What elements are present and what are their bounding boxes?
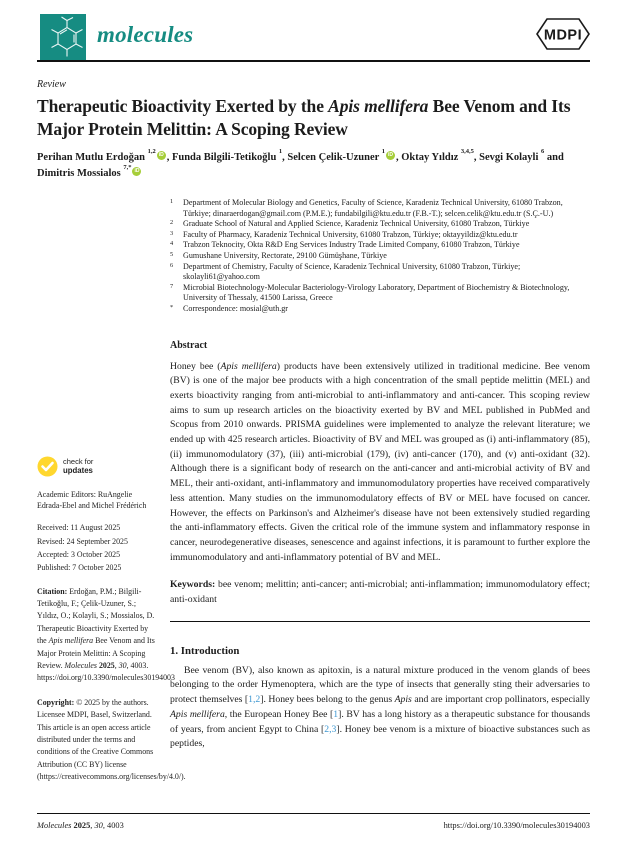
text-segment: Molecules [37,821,72,830]
text-segment: ]. BV has a long history as a therapeutic substance for thousands of years, from ancient Egypt to China [ [170,708,590,735]
author-affiliation-superscript: 7,* [123,163,132,171]
badge-line1: check for [63,457,94,466]
affiliation-row [170,230,590,241]
text-segment: ) products have been extensively utilized in traditional medicine. Bee venom (BV) is one of the major bee products with a high concentration of the small peptide melittin (MEL) and exerts bioactivity ranging from anti-microbial to anti-inflammatory and anti-cancer. This scoping review aims to sum up research articles on the bioactivity exerted by BV and MEL published in PubMed and Scopus from 2010 onwards. PRISMA guidelines were implemented to analyze the relevant literature; we ended up with 425 research articles. Bioactivity of BV and MEL was grouped as (i) anti-inflammatory (85), (ii) immunomodulatory (37), (iii) anti-microbial (179), (iv) anti-cancer (170), and (v) anti-oxidant (32). Although there is a significant body of research on the anti-cancer and anti-microbial activity of BV and MEL, their anti-oxidant, anti-inflammatory and immunomodulatory properties have received comparatively less attention. Many studies on the immunomodulatory effects of BV or MEL have focused on cancer. However, the effects on Parkinson's and Alzheimer's disease have not been extensively studied regarding the anti-inflammatory effects. Given the critical role of the immune system and inflammatory response in cancer, neurodegenerative diseases, senescence and against infections, it is paramount to further explore the immunomodulatory and anti-inflammatory potential of BV and MEL. [170,360,590,563]
affiliation-list [170,198,590,315]
affiliation-number: 7 [170,282,174,290]
affiliation-row [170,219,590,230]
affiliation-number: 6 [170,261,174,269]
main-column [170,198,590,752]
orcid-icon[interactable]: iD [387,151,393,158]
text-segment: Copyright: [37,697,77,707]
molecule-structure-icon [40,14,86,60]
text-segment: ]. Honey bees belong to the genus [260,694,395,706]
citation-ref-link[interactable]: 2,3 [324,723,337,735]
published-date: Published: 7 October 2025 [37,562,122,572]
affiliation-row [170,251,590,262]
text-segment: 2025 [98,661,115,670]
text-segment: , the European Honey Bee [ [224,708,334,720]
header-divider [37,60,590,62]
affiliation-row [170,283,590,304]
abstract-text [170,360,590,566]
mdpi-logo-text: MDPI [543,27,583,44]
correspondence-row [170,304,590,315]
text-segment: Apis mellifera [220,360,277,372]
journal-wordmark: molecules [97,22,194,47]
text-segment: Apis [394,694,412,706]
check-circle-icon [37,456,58,477]
molecules-journal-logo [40,14,86,60]
text-segment: , [114,661,119,670]
citation-ref-link[interactable]: 1,2 [248,694,261,706]
affiliation-row [170,262,590,283]
text-segment: 2025 [73,821,91,830]
footer-divider [37,813,590,814]
text-segment: Therapeutic Bioactivity Exerted by the [37,96,329,116]
affiliation-text: Trabzon Teknocity, Okta R&D Eng Services Industry Trade Limited Company, 61080 Trabzon, Türkiye [183,240,520,250]
text-segment: Apis mellifera [48,636,94,646]
affiliation-number: 2 [170,219,174,227]
affiliation-text: Department of Molecular Biology and Genetics, Faculty of Science, Karadeniz Technical University, 61080 Trabzon, Türkiye; dinaraerdogan@gmail.com (P.M.E.); fundabilgili@ktu.edu.tr (F.B.-T.); selcen.celik@ktu.edu.tr (S.Ç.-U.) [183,198,563,218]
author-affiliation-superscript: 1,2 [147,147,156,155]
text-segment: Erdoğan, P.M.; Bilgili-Tetikoğlu, F.; Çelik-Uzuner, S.; Yıldız, O.; Kolayli, S.; Mossialos, D. Therapeutic Bioactivity Exerted by the [37,586,155,646]
text-segment: Bee Venom and Its Major Protein Melittin: A Scoping Review [37,96,571,139]
affiliation-row [170,198,590,219]
academic-editors: Academic Editors: RuAngelie Edrada-Ebel and Michel Frédérich [37,490,147,511]
text-segment: bee venom; melittin; anti-cancer; anti-microbial; anti-inflammation; immunomodulatory effect; anti-oxidant [170,579,591,606]
title-block [37,79,590,182]
affiliation-text: Microbial Biotechnology-Molecular Bacteriology-Virology Laboratory, Department of Biochemistry & Biotechnology, University of Thessaly, 41500 Larissa, Greece [183,282,570,303]
citation-ref-link[interactable]: 1 [333,708,339,720]
affiliation-text: Gumushane University, Rectorate, 29100 Gümüşhane, Türkiye [183,250,387,260]
left-sidebar [37,456,186,784]
text-segment: Molecules [64,661,97,670]
author-affiliation-superscript: 1 [381,147,385,155]
section-divider [170,621,590,622]
badge-line2: updates [63,465,93,475]
text-segment: and are important crop pollinators, especially [411,694,590,706]
text-segment: , 4003. https://doi.org/10.3390/molecules30194003 [37,661,175,683]
footer-journal-citation [37,821,124,830]
revised-date: Revised: 24 September 2025 [37,536,128,546]
introduction-paragraph [170,664,590,752]
text-segment: , Selcen Çelik-Uzuner [282,152,382,163]
accepted-date: Accepted: 3 October 2025 [37,549,121,559]
author-list [37,147,590,182]
check-for-updates-label [63,458,93,475]
citation-block [37,586,175,685]
text-segment: Apis mellifera [328,96,429,116]
received-date: Received: 11 August 2025 [37,523,121,533]
text-segment: , Funda Bilgili-Tetikoğlu [166,152,279,163]
page-title [37,95,590,141]
text-segment: © 2025 by the authors. Licensee MDPI, Basel, Switzerland. This article is an open access article distributed under the terms and conditions of the Creative Commons Attribution (CC BY) license (https://creativecommons.org/licenses/by/4.0/). [37,697,186,782]
text-segment: Bee venom (BV), also known as apitoxin, is a natural mixture produced in the venom glands of bees belonging to the order Hymenoptera, which are the type of insects that generally sting their adversaries to protect themselves [ [170,664,590,706]
text-segment: Perihan Mutlu Erdoğan [37,152,148,163]
affiliation-number: 3 [170,229,174,237]
affiliation-text: Graduate School of Natural and Applied Science, Karadeniz Technical University, 61080 Trabzon, Türkiye [183,219,530,229]
text-segment: Bee Venom and Its Major Protein Melittin: A Scoping Review. [37,636,155,670]
text-segment: Citation: [37,586,70,596]
footer-doi-link[interactable]: https://doi.org/10.3390/molecules30194003 [443,821,590,830]
text-segment: Apis mellifera [170,708,225,720]
orcid-icon[interactable]: iD [158,151,164,158]
keywords [170,578,590,607]
article-type-label: Review [37,79,66,90]
author-affiliation-superscript: 6 [541,147,545,155]
author-affiliation-superscript: 1 [278,147,283,155]
check-for-updates-button[interactable] [37,456,158,477]
text-segment: ]. Honey bee venom is a mixture of bioactive substances such as peptides, [170,723,590,750]
copyright-block [37,697,186,784]
text-segment: , 4003 [102,821,124,830]
text-segment: , Oktay Yıldız [395,152,461,163]
text-segment: , Sevgi Kolayli [473,152,542,163]
author-affiliation-superscript: 3,4,5 [460,147,474,155]
affiliation-number: 1 [170,198,174,205]
mdpi-logo [534,16,592,57]
text-segment: Keywords: [170,579,218,591]
text-segment: and Dimitris Mossialos [37,152,564,179]
introduction-heading: 1. Introduction [170,644,240,657]
affiliation-text: Department of Chemistry, Faculty of Science, Karadeniz Technical University, 61080 Trabzon, Türkiye; skolayli61@yahoo.com [183,261,521,282]
article-dates [37,523,158,573]
abstract-heading: Abstract [170,339,208,351]
text-segment: , [90,821,95,830]
affiliation-number: * [170,303,174,311]
text-segment: Honey bee ( [170,360,221,372]
text-segment: 30 [94,821,103,830]
affiliation-number: 5 [170,250,174,258]
text-segment: 30 [118,661,127,670]
affiliation-row [170,240,590,251]
correspondence-text: Correspondence: mosial@uth.gr [183,303,289,313]
affiliation-text: Faculty of Pharmacy, Karadeniz Technical University, 61080 Trabzon, Türkiye; oktayyildiz@ktu.edu.tr [183,229,518,239]
orcid-icon[interactable]: iD [134,167,140,174]
affiliation-number: 4 [170,240,174,248]
